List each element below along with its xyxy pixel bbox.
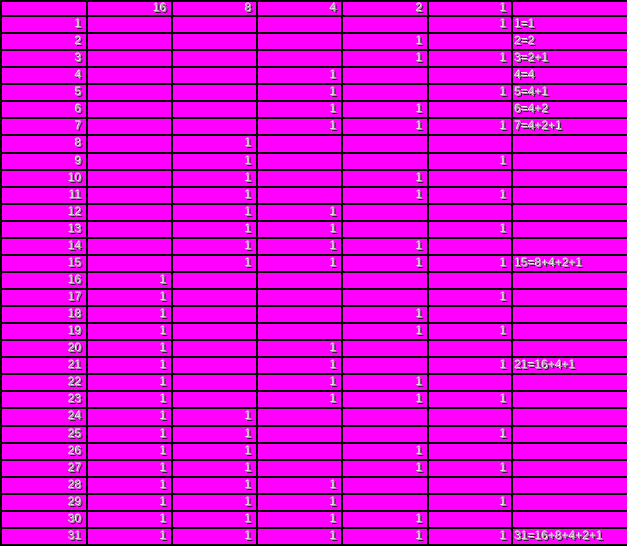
row-number-cell: 19 <box>1 323 87 340</box>
bit-16-cell <box>87 153 172 170</box>
bit-2-cell: 1 <box>342 528 428 545</box>
bit-16-cell <box>87 135 172 152</box>
bit-8-cell <box>172 374 257 391</box>
decomposition-cell: 31=16+8+4+2+1 <box>512 528 627 545</box>
bit-1-cell: 1 <box>428 391 512 408</box>
bit-2-cell <box>342 494 428 511</box>
bit-1-cell: 1 <box>428 16 512 33</box>
bit-1-cell <box>428 477 512 494</box>
bit-4-cell <box>257 187 342 204</box>
bit-2-cell <box>342 340 428 357</box>
decomposition-cell <box>512 153 627 170</box>
table-row <box>1 16 627 33</box>
decomposition-cell <box>512 460 627 477</box>
bit-8-cell: 1 <box>172 443 257 460</box>
bit-1-cell: 1 <box>428 426 512 443</box>
table-row <box>1 289 627 306</box>
bit-16-cell: 1 <box>87 289 172 306</box>
header-place-1-cell: 1 <box>428 1 512 16</box>
bit-4-cell <box>257 443 342 460</box>
table-row <box>1 494 627 511</box>
bit-2-cell <box>342 357 428 374</box>
decomposition-cell <box>512 426 627 443</box>
table-row <box>1 477 627 494</box>
bit-4-cell <box>257 289 342 306</box>
decomposition-cell <box>512 494 627 511</box>
header-place-2-cell: 2 <box>342 1 428 16</box>
bit-16-cell: 1 <box>87 272 172 289</box>
decomposition-cell <box>512 135 627 152</box>
bit-1-cell: 1 <box>428 255 512 272</box>
header-row-number-cell <box>1 1 87 16</box>
bit-1-cell: 1 <box>428 460 512 477</box>
bit-16-cell <box>87 84 172 101</box>
row-number-cell: 3 <box>1 50 87 67</box>
bit-1-cell <box>428 67 512 84</box>
bit-1-cell: 1 <box>428 528 512 545</box>
decomposition-cell: 15=8+4+2+1 <box>512 255 627 272</box>
table-row <box>1 67 627 84</box>
bit-16-cell: 1 <box>87 306 172 323</box>
decomposition-cell <box>512 204 627 221</box>
bit-16-cell: 1 <box>87 391 172 408</box>
bit-2-cell: 1 <box>342 460 428 477</box>
bit-2-cell: 1 <box>342 374 428 391</box>
decomposition-cell <box>512 477 627 494</box>
decomposition-cell <box>512 511 627 528</box>
bit-4-cell: 1 <box>257 255 342 272</box>
bit-16-cell <box>87 33 172 50</box>
bit-8-cell <box>172 306 257 323</box>
bit-8-cell <box>172 101 257 118</box>
bit-2-cell: 1 <box>342 187 428 204</box>
bit-1-cell <box>428 374 512 391</box>
bit-4-cell: 1 <box>257 340 342 357</box>
row-number-cell: 20 <box>1 340 87 357</box>
bit-2-cell: 1 <box>342 170 428 187</box>
row-number-cell: 18 <box>1 306 87 323</box>
bit-8-cell <box>172 289 257 306</box>
bit-1-cell: 1 <box>428 153 512 170</box>
bit-16-cell <box>87 67 172 84</box>
row-number-cell: 16 <box>1 272 87 289</box>
bit-16-cell: 1 <box>87 494 172 511</box>
bit-1-cell: 1 <box>428 118 512 135</box>
bit-4-cell <box>257 33 342 50</box>
bit-2-cell <box>342 408 428 425</box>
bit-16-cell <box>87 50 172 67</box>
bit-1-cell: 1 <box>428 50 512 67</box>
bit-4-cell <box>257 170 342 187</box>
bit-1-cell <box>428 272 512 289</box>
bit-4-cell: 1 <box>257 374 342 391</box>
bit-4-cell: 1 <box>257 511 342 528</box>
table-row <box>1 153 627 170</box>
bit-1-cell <box>428 204 512 221</box>
bit-1-cell: 1 <box>428 323 512 340</box>
bit-8-cell: 1 <box>172 477 257 494</box>
decomposition-cell <box>512 323 627 340</box>
bit-2-cell <box>342 84 428 101</box>
bit-4-cell <box>257 135 342 152</box>
decomposition-cell <box>512 306 627 323</box>
row-number-cell: 15 <box>1 255 87 272</box>
bit-16-cell <box>87 238 172 255</box>
bit-4-cell: 1 <box>257 204 342 221</box>
bit-2-cell <box>342 426 428 443</box>
table-row <box>1 221 627 238</box>
bit-2-cell: 1 <box>342 255 428 272</box>
table-row <box>1 408 627 425</box>
row-number-cell: 9 <box>1 153 87 170</box>
bit-16-cell <box>87 101 172 118</box>
bit-16-cell <box>87 204 172 221</box>
bit-16-cell: 1 <box>87 477 172 494</box>
row-number-cell: 8 <box>1 135 87 152</box>
row-number-cell: 29 <box>1 494 87 511</box>
table-row <box>1 391 627 408</box>
bit-1-cell: 1 <box>428 221 512 238</box>
bit-2-cell: 1 <box>342 391 428 408</box>
bit-2-cell <box>342 289 428 306</box>
bit-2-cell: 1 <box>342 238 428 255</box>
bit-2-cell <box>342 221 428 238</box>
decomposition-cell: 4=4 <box>512 67 627 84</box>
bit-8-cell: 1 <box>172 255 257 272</box>
row-number-cell: 23 <box>1 391 87 408</box>
bit-8-cell: 1 <box>172 528 257 545</box>
decomposition-cell: 21=16+4+1 <box>512 357 627 374</box>
bit-8-cell: 1 <box>172 221 257 238</box>
decomposition-cell: 7=4+2+1 <box>512 118 627 135</box>
row-number-cell: 27 <box>1 460 87 477</box>
decomposition-cell: 5=4+1 <box>512 84 627 101</box>
decomposition-cell <box>512 408 627 425</box>
bit-1-cell <box>428 135 512 152</box>
bit-2-cell <box>342 272 428 289</box>
bit-16-cell: 1 <box>87 374 172 391</box>
bit-2-cell: 1 <box>342 101 428 118</box>
row-number-cell: 1 <box>1 16 87 33</box>
table-body <box>1 16 627 545</box>
bit-8-cell <box>172 391 257 408</box>
bit-8-cell <box>172 340 257 357</box>
table-row <box>1 204 627 221</box>
table-row <box>1 443 627 460</box>
row-number-cell: 10 <box>1 170 87 187</box>
bit-16-cell <box>87 221 172 238</box>
bit-8-cell: 1 <box>172 511 257 528</box>
decomposition-cell: 1=1 <box>512 16 627 33</box>
row-number-cell: 24 <box>1 408 87 425</box>
table-row <box>1 50 627 67</box>
row-number-cell: 11 <box>1 187 87 204</box>
row-number-cell: 17 <box>1 289 87 306</box>
bit-8-cell <box>172 323 257 340</box>
bit-8-cell: 1 <box>172 426 257 443</box>
bit-8-cell: 1 <box>172 494 257 511</box>
bit-1-cell: 1 <box>428 357 512 374</box>
row-number-cell: 4 <box>1 67 87 84</box>
bit-2-cell: 1 <box>342 306 428 323</box>
bit-1-cell <box>428 443 512 460</box>
row-number-cell: 25 <box>1 426 87 443</box>
decomposition-cell <box>512 289 627 306</box>
table-row <box>1 238 627 255</box>
bit-4-cell <box>257 460 342 477</box>
bit-2-cell <box>342 204 428 221</box>
bit-1-cell: 1 <box>428 84 512 101</box>
bit-8-cell <box>172 33 257 50</box>
bit-1-cell <box>428 408 512 425</box>
decomposition-cell <box>512 221 627 238</box>
decomposition-cell: 2=2 <box>512 33 627 50</box>
bit-8-cell <box>172 50 257 67</box>
bit-4-cell <box>257 408 342 425</box>
bit-8-cell <box>172 118 257 135</box>
row-number-cell: 12 <box>1 204 87 221</box>
bit-16-cell: 1 <box>87 460 172 477</box>
decomposition-cell <box>512 238 627 255</box>
bit-1-cell <box>428 170 512 187</box>
bit-4-cell <box>257 153 342 170</box>
decomposition-cell <box>512 374 627 391</box>
bit-2-cell: 1 <box>342 323 428 340</box>
bit-16-cell: 1 <box>87 323 172 340</box>
bit-8-cell: 1 <box>172 408 257 425</box>
table-row <box>1 374 627 391</box>
row-number-cell: 22 <box>1 374 87 391</box>
bit-4-cell <box>257 272 342 289</box>
bit-16-cell: 1 <box>87 357 172 374</box>
bit-16-cell: 1 <box>87 443 172 460</box>
decomposition-cell <box>512 187 627 204</box>
bit-4-cell: 1 <box>257 67 342 84</box>
row-number-cell: 13 <box>1 221 87 238</box>
decomposition-cell <box>512 443 627 460</box>
bit-1-cell <box>428 101 512 118</box>
table-row <box>1 528 627 545</box>
bit-4-cell: 1 <box>257 494 342 511</box>
bit-2-cell <box>342 67 428 84</box>
bit-8-cell <box>172 67 257 84</box>
bit-16-cell <box>87 118 172 135</box>
header-place-16-cell: 16 <box>87 1 172 16</box>
bit-16-cell <box>87 170 172 187</box>
row-number-cell: 21 <box>1 357 87 374</box>
row-number-cell: 31 <box>1 528 87 545</box>
row-number-cell: 7 <box>1 118 87 135</box>
bit-8-cell: 1 <box>172 460 257 477</box>
decomposition-cell <box>512 391 627 408</box>
bit-2-cell <box>342 477 428 494</box>
bit-8-cell: 1 <box>172 135 257 152</box>
bit-1-cell <box>428 33 512 50</box>
bit-4-cell <box>257 426 342 443</box>
bit-8-cell: 1 <box>172 170 257 187</box>
table-row <box>1 170 627 187</box>
bit-16-cell: 1 <box>87 511 172 528</box>
table-row <box>1 118 627 135</box>
bit-4-cell: 1 <box>257 84 342 101</box>
row-number-cell: 26 <box>1 443 87 460</box>
bit-8-cell: 1 <box>172 187 257 204</box>
row-number-cell: 14 <box>1 238 87 255</box>
bit-8-cell <box>172 16 257 33</box>
bit-1-cell: 1 <box>428 289 512 306</box>
table-row <box>1 101 627 118</box>
bit-16-cell <box>87 16 172 33</box>
bit-1-cell: 1 <box>428 494 512 511</box>
table-row <box>1 84 627 101</box>
decomposition-cell: 6=4+2 <box>512 101 627 118</box>
bit-2-cell <box>342 135 428 152</box>
bit-4-cell <box>257 50 342 67</box>
table-row <box>1 187 627 204</box>
table-row <box>1 426 627 443</box>
table-row <box>1 323 627 340</box>
table-row <box>1 33 627 50</box>
bit-16-cell: 1 <box>87 408 172 425</box>
table-row <box>1 255 627 272</box>
header-decomposition-cell <box>512 1 627 16</box>
bit-2-cell: 1 <box>342 443 428 460</box>
bit-1-cell <box>428 238 512 255</box>
bit-8-cell: 1 <box>172 153 257 170</box>
table-row <box>1 460 627 477</box>
bit-1-cell: 1 <box>428 187 512 204</box>
bit-8-cell <box>172 272 257 289</box>
decomposition-cell <box>512 272 627 289</box>
bit-2-cell <box>342 153 428 170</box>
bit-4-cell: 1 <box>257 101 342 118</box>
row-number-cell: 28 <box>1 477 87 494</box>
bit-1-cell <box>428 340 512 357</box>
bit-8-cell <box>172 357 257 374</box>
bit-16-cell: 1 <box>87 528 172 545</box>
bit-2-cell: 1 <box>342 118 428 135</box>
table-row <box>1 272 627 289</box>
bit-8-cell <box>172 84 257 101</box>
bit-4-cell: 1 <box>257 528 342 545</box>
bit-2-cell: 1 <box>342 511 428 528</box>
bit-4-cell: 1 <box>257 477 342 494</box>
bit-8-cell: 1 <box>172 238 257 255</box>
decomposition-cell <box>512 170 627 187</box>
bit-16-cell: 1 <box>87 340 172 357</box>
bit-4-cell: 1 <box>257 238 342 255</box>
header-place-4-cell: 4 <box>257 1 342 16</box>
bit-1-cell <box>428 306 512 323</box>
row-number-cell: 30 <box>1 511 87 528</box>
bit-4-cell <box>257 323 342 340</box>
header-place-8-cell: 8 <box>172 1 257 16</box>
bit-2-cell <box>342 16 428 33</box>
decomposition-cell <box>512 340 627 357</box>
row-number-cell: 6 <box>1 101 87 118</box>
table-row <box>1 511 627 528</box>
bit-16-cell: 1 <box>87 426 172 443</box>
decomposition-cell: 3=2+1 <box>512 50 627 67</box>
bit-2-cell: 1 <box>342 33 428 50</box>
row-number-cell: 2 <box>1 33 87 50</box>
bit-16-cell <box>87 255 172 272</box>
table-row <box>1 135 627 152</box>
header-row <box>1 1 627 16</box>
table-row <box>1 340 627 357</box>
bit-4-cell: 1 <box>257 357 342 374</box>
bit-1-cell <box>428 511 512 528</box>
table-row <box>1 357 627 374</box>
bit-4-cell <box>257 306 342 323</box>
bit-4-cell <box>257 16 342 33</box>
bit-4-cell: 1 <box>257 118 342 135</box>
bit-4-cell: 1 <box>257 391 342 408</box>
bit-4-cell: 1 <box>257 221 342 238</box>
table-row <box>1 306 627 323</box>
row-number-cell: 5 <box>1 84 87 101</box>
bit-2-cell: 1 <box>342 50 428 67</box>
bit-8-cell: 1 <box>172 204 257 221</box>
bit-16-cell <box>87 187 172 204</box>
